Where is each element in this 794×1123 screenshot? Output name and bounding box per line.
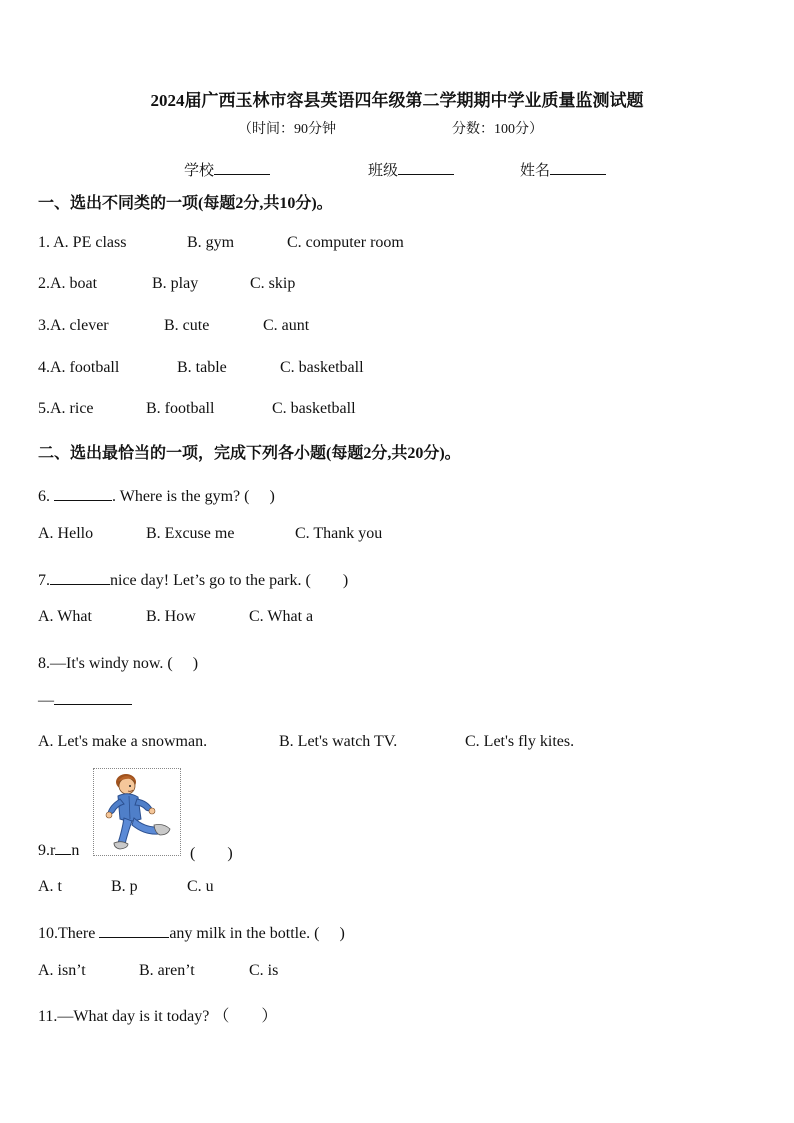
question-9-stem [38, 840, 79, 860]
class-field [368, 159, 454, 180]
q6-option-c: C. Thank you [295, 525, 383, 542]
name-blank [550, 160, 606, 175]
class-label: 班级 [368, 163, 399, 179]
class-blank [398, 160, 454, 175]
score-label: 分数：100分） [452, 122, 543, 137]
running-boy-illustration [93, 768, 181, 856]
q9-option-a: A. t [38, 878, 62, 895]
q8-option-c: C. Let's fly kites. [465, 733, 575, 750]
q3-option-b: B. cute [164, 317, 210, 334]
name-label: 姓名 [520, 163, 551, 179]
q5-option-b: B. football [146, 400, 215, 417]
question-11-stem: 11.—What day is it today? （ ） [38, 1008, 278, 1025]
q2-option-c: C. skip [250, 275, 296, 292]
q3-option-a: 3.A. clever [38, 317, 109, 334]
q10-option-a: A. isn’t [38, 962, 86, 979]
q9-prefix: 9.r [38, 842, 56, 859]
q1-option-b: B. gym [187, 234, 235, 251]
school-field [184, 159, 270, 180]
q10-option-c: C. is [249, 962, 279, 979]
q4-option-c: C. basketball [280, 359, 364, 376]
question-8-stem: 8.—It's windy now. ( ) [38, 655, 199, 672]
q7-option-c: C. What a [249, 608, 314, 625]
q6-text: . Where is the gym? ( ) [112, 488, 275, 505]
q7-option-b: B. How [146, 608, 196, 625]
q9-suffix: n [71, 842, 80, 859]
q6-option-a: A. Hello [38, 525, 94, 542]
q8-option-b: B. Let's watch TV. [279, 733, 398, 750]
q4-option-b: B. table [177, 359, 227, 376]
q7-number: 7. [38, 572, 50, 589]
school-label: 学校 [184, 163, 215, 179]
q6-blank [54, 486, 112, 501]
q8-blank [54, 690, 132, 705]
question-6-stem [38, 483, 275, 506]
q6-option-b: B. Excuse me [146, 525, 235, 542]
q2-option-a: 2.A. boat [38, 275, 98, 292]
time-label: （时间：90分钟 [238, 122, 336, 137]
q8-dash: — [38, 692, 54, 709]
q2-option-b: B. play [152, 275, 199, 292]
q9-blank [55, 840, 71, 855]
question-7-stem [38, 567, 348, 590]
question-10-stem [38, 920, 345, 943]
q10-prefix: 10.There [38, 925, 100, 942]
q10-blank [99, 923, 169, 938]
q9-option-c: C. u [187, 878, 214, 895]
q5-option-c: C. basketball [272, 400, 356, 417]
q7-text: nice day! Let’s go to the park. ( ) [110, 572, 349, 589]
q8-option-a: A. Let's make a snowman. [38, 733, 208, 750]
q9-answer-paren: ( ) [190, 845, 233, 862]
q7-option-a: A. What [38, 608, 92, 625]
q10-option-b: B. aren’t [139, 962, 195, 979]
section2-heading: 二、选出最恰当的一项，完成下列各小题(每题2分,共20分)。 [38, 445, 461, 462]
exam-title: 2024届广西玉林市容县英语四年级第二学期期中学业质量监测试题 [150, 91, 644, 110]
q10-text: any milk in the bottle. ( ) [169, 925, 345, 942]
section1-heading: 一、选出不同类的一项(每题2分,共10分)。 [38, 195, 333, 212]
q3-option-c: C. aunt [263, 317, 310, 334]
q9-option-b: B. p [111, 878, 138, 895]
q6-number: 6. [38, 488, 54, 505]
q5-option-a: 5.A. rice [38, 400, 94, 417]
q7-blank [50, 570, 110, 585]
running-boy-icon [94, 769, 180, 855]
name-field [520, 159, 606, 180]
q1-option-c: C. computer room [287, 234, 404, 251]
school-blank [214, 160, 270, 175]
q1-option-a: 1. A. PE class [38, 234, 127, 251]
q4-option-a: 4.A. football [38, 359, 120, 376]
question-8-response [38, 690, 132, 710]
